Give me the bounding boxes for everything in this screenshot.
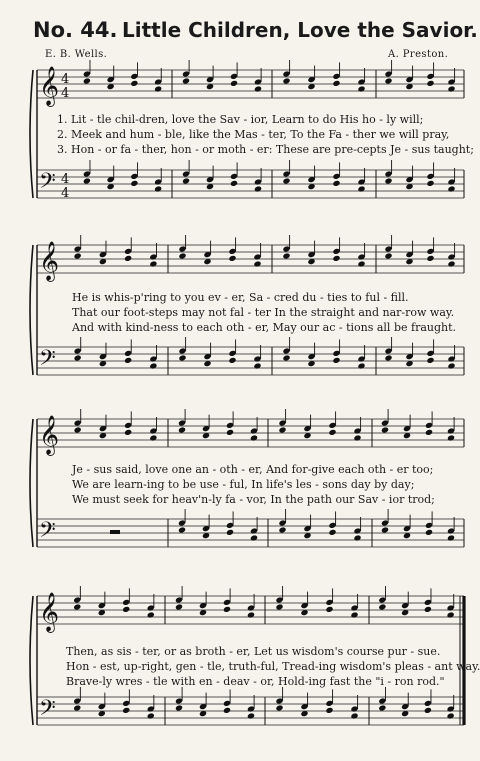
note-head (250, 534, 258, 541)
lyric-line: We must seek for heav'n-ly fa - vor, In the path our Sav - ior trod; (72, 493, 435, 506)
note-head (332, 80, 340, 87)
bass-clef-icon: 𝄢 (39, 696, 56, 726)
note-head (384, 252, 392, 259)
note-head (130, 80, 138, 87)
note-head (357, 260, 365, 267)
note-head (223, 606, 231, 613)
note-head (357, 85, 365, 92)
note-head (357, 185, 365, 192)
note-head (74, 354, 82, 361)
system-brace (30, 419, 33, 547)
time-signature-bottom: 4 (61, 186, 70, 201)
note-head (378, 704, 386, 711)
note-head (384, 77, 392, 84)
note-head (149, 260, 157, 267)
note-head (447, 611, 455, 618)
lyric-line: 1. Lit - tle chil-dren, love the Sav - ior, Learn to do His ho - ly will; (57, 113, 424, 126)
note-head (275, 603, 283, 610)
note-head (226, 529, 234, 536)
bass-clef-icon: 𝄢 (39, 518, 56, 548)
note-head (447, 362, 455, 369)
note-head (228, 357, 236, 364)
note-head (384, 177, 392, 184)
lyric-line: He is whis-p'ring to you ev - er, Sa - cred du - ties to ful - fill. (72, 291, 409, 304)
note-head (282, 77, 290, 84)
note-head (278, 426, 286, 433)
note-head (182, 77, 190, 84)
lyric-line: Hon - est, up-right, gen - tle, truth-ful, Tread-ing wisdom's pleas - ant way. (66, 660, 480, 673)
note-head (83, 177, 91, 184)
lyric-line: Je - sus said, love one an - oth - er, And for-give each oth - er too; (72, 463, 434, 476)
note-head (149, 434, 157, 441)
note-head (325, 707, 333, 714)
lyric-line: That our foot-steps may not fal - ter In the straight and nar-row way. (72, 306, 455, 319)
note-head (332, 180, 340, 187)
note-head (178, 252, 186, 259)
note-head (282, 177, 290, 184)
note-head (350, 712, 358, 719)
note-head (154, 185, 162, 192)
note-head (228, 255, 236, 262)
note-head (230, 80, 238, 87)
note-head (178, 526, 186, 533)
hymn-title: Little Children, Love the Savior. (122, 18, 478, 42)
note-head (226, 429, 234, 436)
bass-clef-icon: 𝄢 (39, 169, 56, 199)
note-head (424, 606, 432, 613)
note-head (250, 434, 258, 441)
note-head (384, 354, 392, 361)
note-head (350, 611, 358, 618)
note-head (73, 704, 81, 711)
treble-clef-icon: 𝄞 (39, 415, 60, 455)
note-head (282, 252, 290, 259)
note-head (178, 354, 186, 361)
note-head (122, 707, 130, 714)
note-head (447, 434, 455, 441)
note-head (275, 704, 283, 711)
lyric-line: And with kind-ness to each oth - er, May our ac - tions all be fraught. (72, 321, 457, 334)
hymn-number: No. 44. (33, 18, 118, 42)
note-head (426, 255, 434, 262)
note-head (447, 712, 455, 719)
note-head (325, 606, 333, 613)
note-head (447, 185, 455, 192)
note-head (282, 354, 290, 361)
note-head (426, 357, 434, 364)
note-head (74, 252, 82, 259)
rest-icon (110, 530, 120, 534)
note-head (147, 611, 155, 618)
note-head (247, 611, 255, 618)
lyric-line: Brave-ly wres - tle with en - deav - or, Hold-ing fast the "i - ron rod." (66, 675, 445, 688)
note-head (447, 534, 455, 541)
note-head (357, 362, 365, 369)
time-signature-bottom: 4 (61, 86, 70, 101)
note-head (122, 606, 130, 613)
note-head (247, 712, 255, 719)
note-head (154, 85, 162, 92)
note-head (175, 704, 183, 711)
note-head (124, 255, 132, 262)
bass-clef-icon: 𝄢 (39, 346, 56, 376)
treble-clef-icon: 𝄞 (39, 592, 60, 632)
note-head (182, 177, 190, 184)
note-head (130, 180, 138, 187)
note-head (124, 357, 132, 364)
note-head (278, 526, 286, 533)
treble-clef-icon: 𝄞 (39, 241, 60, 281)
note-head (254, 185, 262, 192)
treble-clef-icon: 𝄞 (39, 66, 60, 106)
note-head (254, 85, 262, 92)
note-head (175, 603, 183, 610)
note-head (447, 260, 455, 267)
note-head (353, 534, 361, 541)
note-head (147, 712, 155, 719)
note-head (328, 529, 336, 536)
lyric-line: Then, as sis - ter, or as broth - er, Let us wisdom's course pur - sue. (66, 645, 441, 658)
note-head (124, 429, 132, 436)
author-credit: E. B. Wells. (45, 49, 108, 60)
note-head (381, 526, 389, 533)
system-brace (30, 70, 33, 198)
system-brace (30, 596, 33, 725)
note-head (447, 85, 455, 92)
note-head (353, 434, 361, 441)
note-head (230, 180, 238, 187)
lyric-line: We are learn-ing to be use - ful, In life's les - sons day by day; (72, 478, 415, 491)
note-head (332, 357, 340, 364)
note-head (328, 429, 336, 436)
note-head (425, 529, 433, 536)
note-head (426, 80, 434, 87)
system-brace (30, 245, 33, 375)
note-head (73, 603, 81, 610)
note-head (426, 180, 434, 187)
time-signature-top: 4 (61, 172, 70, 187)
note-head (253, 362, 261, 369)
note-head (253, 260, 261, 267)
note-head (381, 426, 389, 433)
lyric-line: 3. Hon - or fa - ther, hon - or moth - er: These are pre-cepts Je - sus taught; (57, 143, 474, 156)
note-head (178, 426, 186, 433)
note-head (74, 426, 82, 433)
note-head (425, 429, 433, 436)
note-head (332, 255, 340, 262)
note-head (378, 603, 386, 610)
composer-credit: A. Preston. (388, 49, 449, 60)
note-head (223, 707, 231, 714)
note-head (83, 77, 91, 84)
lyric-line: 2. Meek and hum - ble, like the Mas - ter, To the Fa - ther we will pray, (57, 128, 450, 141)
note-head (424, 707, 432, 714)
time-signature-top: 4 (61, 72, 70, 87)
note-head (149, 362, 157, 369)
